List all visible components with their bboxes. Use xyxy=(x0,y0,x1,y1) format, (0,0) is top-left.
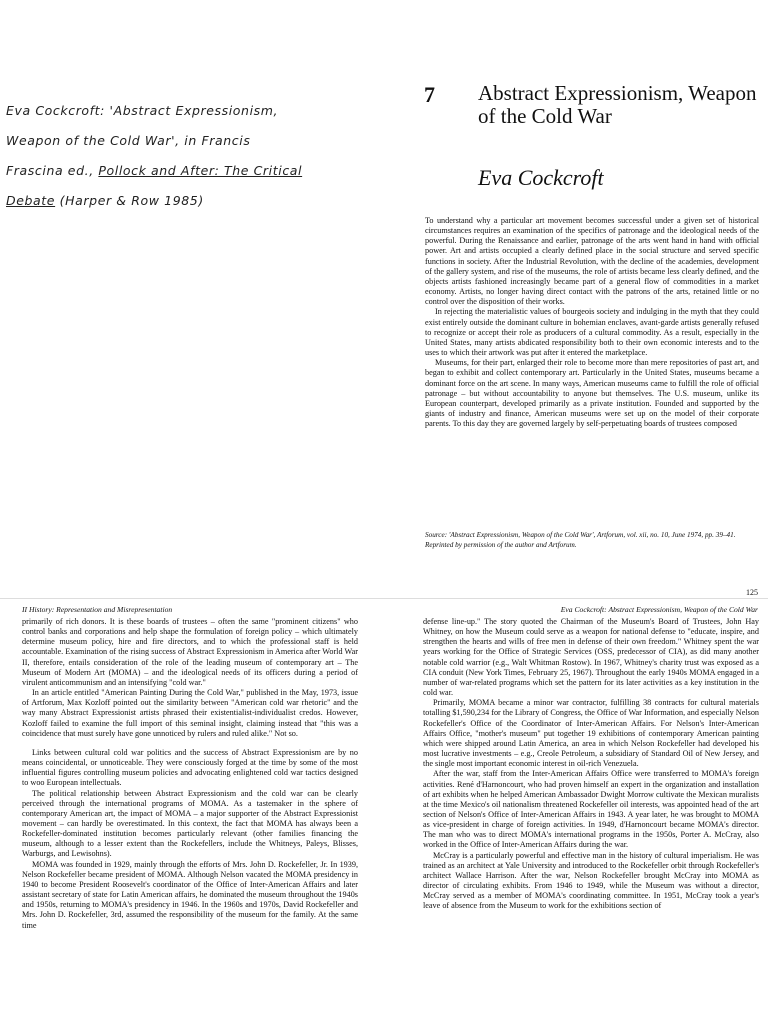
handwritten-line: Eva Cockcroft: 'Abstract Expressionism, xyxy=(6,103,279,118)
running-head-right: Eva Cockcroft: Abstract Expressionism, Weapon of the Cold War xyxy=(560,605,758,614)
chapter-title: Abstract Expressionism, Weapon of the Cold War xyxy=(478,81,757,128)
paragraph: Links between cultural cold war politics and the success of Abstract Expressionism are by no means coincidental, or unnoticeable. They were consciously forged at the time by some of the most influential figures controlling museum policies and advocating enlightened cold war tactics designed to woo European intellectuals. xyxy=(22,747,358,788)
page-number: 125 xyxy=(746,588,758,597)
paragraph: In an article entitled "American Painting During the Cold War," published in the May, 1973, issue of Artforum, Max Kozloff pointed out the similarity between "American cold war rhetoric" and the way many Abstract Expressionist artists phrased their existentialist-individualist credos. However, Kozloff failed to examine the full import of this seminal insight, claiming instead that "this was a coincidence that must surely have gone unnoticed by rulers and ruled alike." Not so. xyxy=(22,688,358,738)
left-column xyxy=(22,617,358,1024)
handwritten-text: Frascina ed., xyxy=(6,163,99,178)
paragraph: primarily of rich donors. It is these boards of trustees – often the same "prominent citizens" who control banks and corporations and help shape the formulation of foreign policy – which ultimately determine museum policy, hire and fire directors, and to which the professional staff is held accountable. Examination of the rising success of Abstract Expressionism in America after World War II, therefore, entails consideration of the role of the leading museum of contemporary art – The Museum of Modern Art (MOMA) – and the ideological needs of its officers during a period of virulent anticommunism and an intensifying "cold war." xyxy=(22,617,358,687)
paragraph: After the war, staff from the Inter-American Affairs Office were transferred to MOMA's foreign activities. René d'Harnoncourt, who had proven himself an expert in the organization and installation of art exhibits when he helped American Ambassador Dwight Morrow cultivate the Mexican muralists at the time Mexico's oil nationalism threatened Rockefeller oil interests, was appointed head of the art section of Nelson's Office of Inter-American Affairs in 1943. A year later, he was brought to MOMA as vice-president in charge of foreign activities. In 1949, d'Harnoncourt became MOMA's director. The man who was to direct MOMA's international programs in the 1950s, Porter A. McCray, also worked in the Office of Inter-American Affairs during the war. xyxy=(423,769,759,850)
handwritten-book-title-end: Debate xyxy=(6,193,56,208)
handwritten-publisher: (Harper & Row 1985) xyxy=(55,193,204,208)
right-column xyxy=(423,617,759,1024)
page-divider xyxy=(0,598,768,599)
source-note: Source: 'Abstract Expressionism, Weapon of the Cold War', Artforum, vol. xii, no. 10, June 1974, pp. 39–41. Reprinted by permission of the author and Artforum. xyxy=(425,531,736,549)
handwritten-line: Weapon of the Cold War', in Francis xyxy=(6,133,251,148)
paragraph: McCray is a particularly powerful and effective man in the history of cultural imperialism. He was trained as an architect at Yale University and introduced to the Rockefeller orbit through Rockefeller's architect Wallace Harrison. After the war, Nelson Rockefeller brought McCray into MOMA as director of circulating exhibits. From 1946 to 1949, while the Museum was without a director, McCray served as a member of MOMA's coordinating committee. In 1951, McCray took a year's leave of absence from the Museum to work for the exhibitions section of xyxy=(423,850,759,911)
paragraph: In rejecting the materialistic values of bourgeois society and indulging in the myth that they could exist entirely outside the dominant culture in bohemian enclaves, avant-garde artists generally refused to recognize or accept their role as producers of a cultural commodity. As a result, especially in the United States, many artists abdicated responsibility both to their own economic interests and to the uses to which their artwork was put after it entered the marketplace. xyxy=(425,307,759,358)
chapter-author: Eva Cockcroft xyxy=(478,165,604,190)
handwritten-citation xyxy=(6,96,406,216)
paragraph: MOMA was founded in 1929, mainly through the efforts of Mrs. John D. Rockefeller, Jr. In 1939, Nelson Rockefeller became president of MOMA. Although Nelson vacated the MOMA presidency in 1940 to become President Roosevelt's coordinator of the Office of Inter-American Affairs and later assistant secretary of state for Latin American affairs, he dominated the museum throughout the 1940s and 1950s, returning to MOMA's presidency in 1946. In the 1960s and 1970s, David Rockefeller and Mrs. John D. Rockefeller, 3rd, assumed the responsibility of the museum for the family. At the same time xyxy=(22,859,358,930)
paragraph: defense line-up." The story quoted the Chairman of the Museum's Board of Trustees, John Hay Whitney, on how the Museum could serve as a weapon for national defense to "educate, inspire, and strengthen the hearts and wills of free men in defense of their own freedom." Whitney spent the war years working for the Office of Strategic Services (OSS, predecessor of CIA), as did many another notable cold warrior (e.g., Walt Whitman Rostow). In 1967, Whitney's charity trust was exposed as a CIA conduit (New York Times, February 25, 1967). Throughout the early 1940s MOMA engaged in a number of war-related programs which set the pattern for its later activities as a key institution in the cold war. xyxy=(423,617,759,698)
chapter-number: 7 xyxy=(424,82,435,107)
paragraph: Museums, for their part, enlarged their role to become more than mere repositories of past art, and began to exhibit and collect contemporary art. Particularly in the United States, museums became a dominant force on the art scene. In many ways, American museums came to fulfill the role of official patronage – but without accountability to anyone but themselves. The U.S. museum, unlike its European counterpart, developed primarily as a private institution. Founded and supported by the giants of industry and finance, American museums were set up on the model of their corporate parents. To this day they are governed largely by self-perpetuating boards of trustees composed xyxy=(425,358,759,429)
running-head-left: II History: Representation and Misrepresentation xyxy=(22,605,173,614)
intro-text xyxy=(425,216,759,429)
paragraph: To understand why a particular art movement becomes successful under a given set of historical circumstances requires an examination of the specifics of patronage and the ideological needs of the powerful. During the Renaissance and earlier, patronage of the arts went hand in hand with official power. Art and artists occupied a clearly defined place in the social structure and served specific functions in society. After the Industrial Revolution, with the decline of the academies, development of the gallery system, and rise of the museums, the role of artists became less clearly defined, and the objects artists fashioned increasingly became part of a general flow of commodities in a market economy. Artists, no longer having direct contact with the patrons of the arts, retained little or no control over the disposition of their works. xyxy=(425,216,759,307)
paragraph: Primarily, MOMA became a minor war contractor, fulfilling 38 contracts for cultural materials totalling $1,590,234 for the Library of Congress, the Office of War Information, and especially Nelson Rockefeller's Office of the Coordinator of Inter-American Affairs. For Nelson's Inter-American Affairs Office, "mother's museum" put together 19 exhibitions of contemporary American painting which were shipped around Latin America, an area in which Nelson Rockefeller had developed his most lucrative investments – e.g., Creole Petroleum, a subsidiary of Standard Oil of New Jersey, and the single most important economic interest in oil-rich Venezuela. xyxy=(423,698,759,769)
paragraph: The political relationship between Abstract Expressionism and the cold war can be clearly perceived through the international programs of MOMA. As a tastemaker in the sphere of contemporary American art, the impact of MOMA – a major supporter of the Abstract Expressionist movement – can hardly be overestimated. In this context, the fact that MOMA has always been a Rockefeller-dominated institution becomes particularly relevant (other families financing the museum, although to a lesser extent than the Rockefellers, include the Whitneys, Paleys, Blisses, Warburgs, and Lewisohns). xyxy=(22,788,358,859)
handwritten-book-title: Pollock and After: The Critical xyxy=(98,163,303,178)
handwritten-line xyxy=(6,186,406,216)
handwritten-line xyxy=(6,156,406,186)
